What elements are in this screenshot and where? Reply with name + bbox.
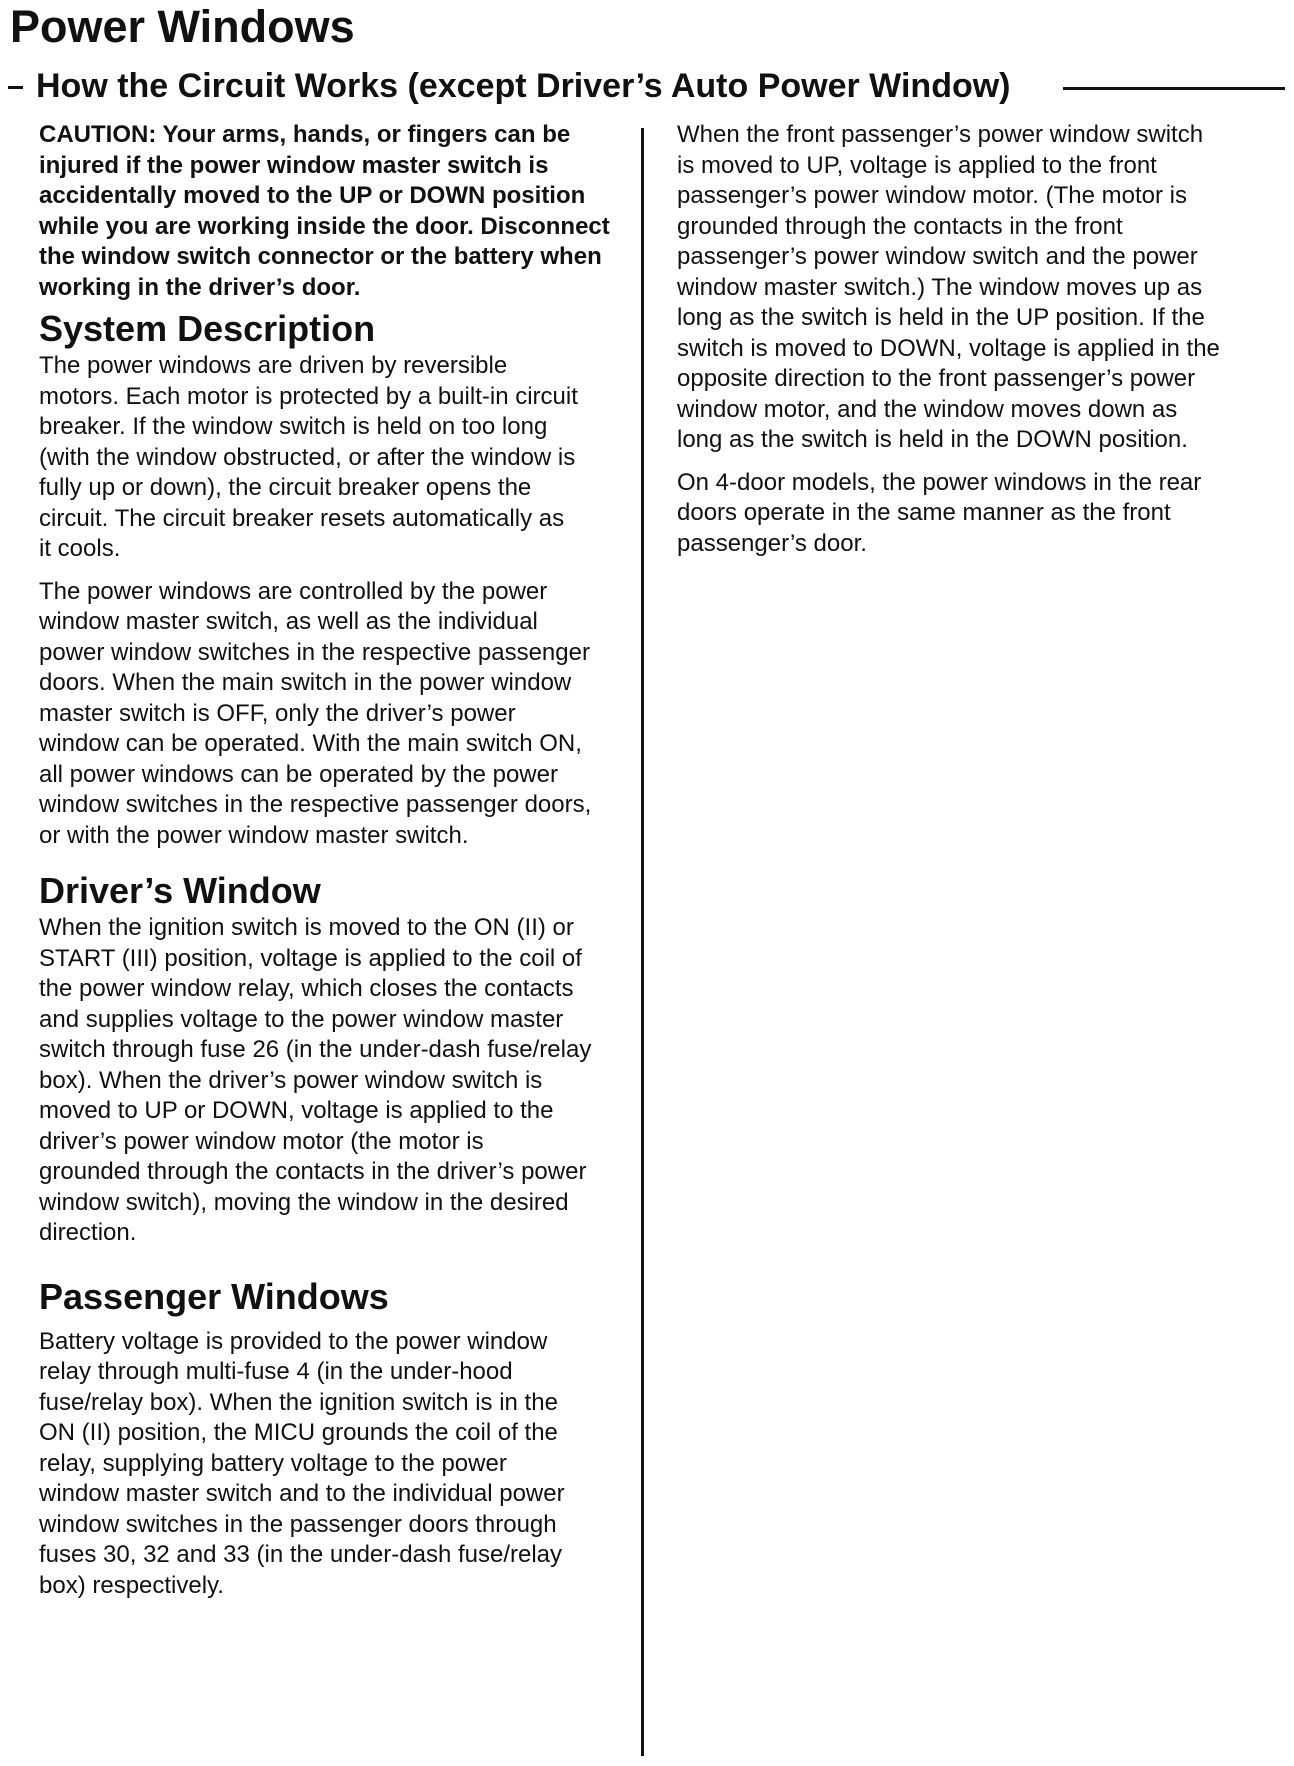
system-description-paragraph-2: The power windows are controlled by the power window master switch, as well as the individual power window switches in the respective passenger doors. When the main switch in the power window master switch is OFF, only the driver’s power window can be operated. With the main switch ON, all power windows can be operated by the power window switches in the respective passenger doors, or with the power window master switch. [39, 577, 592, 849]
right-column [677, 120, 1277, 559]
section-title: How the Circuit Works (except Driver’s Auto Power Window) [36, 67, 1011, 105]
title-rule [1063, 87, 1285, 90]
passenger-windows-paragraph: Battery voltage is provided to the power window relay through multi-fuse 4 (in the under-hood fuse/relay box). When the ignition switch is in the ON (II) position, the MICU grounds the coil of the relay, supplying battery voltage to the power window master switch and to the individual power window switches in the passenger doors through fuses 30, 32 and 33 (in the under-dash fuse/relay box) respectively. [39, 1327, 565, 1599]
drivers-window-heading: Driver’s Window [39, 870, 321, 911]
column-divider [641, 128, 644, 1756]
system-description-paragraph-1: The power windows are driven by reversible motors. Each motor is protected by a built-in circuit breaker. If the window switch is held on too long (with the window obstructed, or after the window is fully up or down), the circuit breaker opens the circuit. The circuit breaker resets automatically as it cools. [39, 352, 578, 562]
rear-doors-paragraph: On 4-door models, the power windows in the rear doors operate in the same manner as the front passenger’s door. [677, 468, 1202, 557]
passenger-windows-heading: Passenger Windows [39, 1275, 389, 1317]
page-title: Power Windows [10, 1, 355, 52]
left-column [39, 120, 639, 1601]
caution-text: CAUTION: Your arms, hands, or fingers can be injured if the power window master switch is accidentally moved to the UP or DOWN position while you are working inside the door. Disconnect the window switch connector or the battery when working in the driver’s door. [39, 121, 610, 301]
drivers-window-paragraph: When the ignition switch is moved to the ON (II) or START (III) position, voltage is applied to the coil of the power window relay, which closes the contacts and supplies voltage to the power window master switch through fuse 26 (in the under-dash fuse/relay box). When the driver’s power window switch is moved to UP or DOWN, voltage is applied to the driver’s power window motor (the motor is grounded through the contacts in the driver’s power window switch), moving the window in the desired direction. [39, 914, 592, 1246]
system-description-heading: System Description [39, 308, 376, 349]
title-dash [8, 86, 23, 89]
section-title-row [8, 64, 1280, 108]
front-passenger-paragraph: When the front passenger’s power window switch is moved to UP, voltage is applied to the front passenger’s power window motor. (The motor is grounded through the contacts in the front passenger’s power window switch and the power window master switch.) The window moves up as long as the switch is held in the UP position. If the switch is moved to DOWN, voltage is applied in the opposite direction to the front passenger’s power window motor, and the window moves down as long as the switch is held in the DOWN position. [677, 121, 1220, 453]
